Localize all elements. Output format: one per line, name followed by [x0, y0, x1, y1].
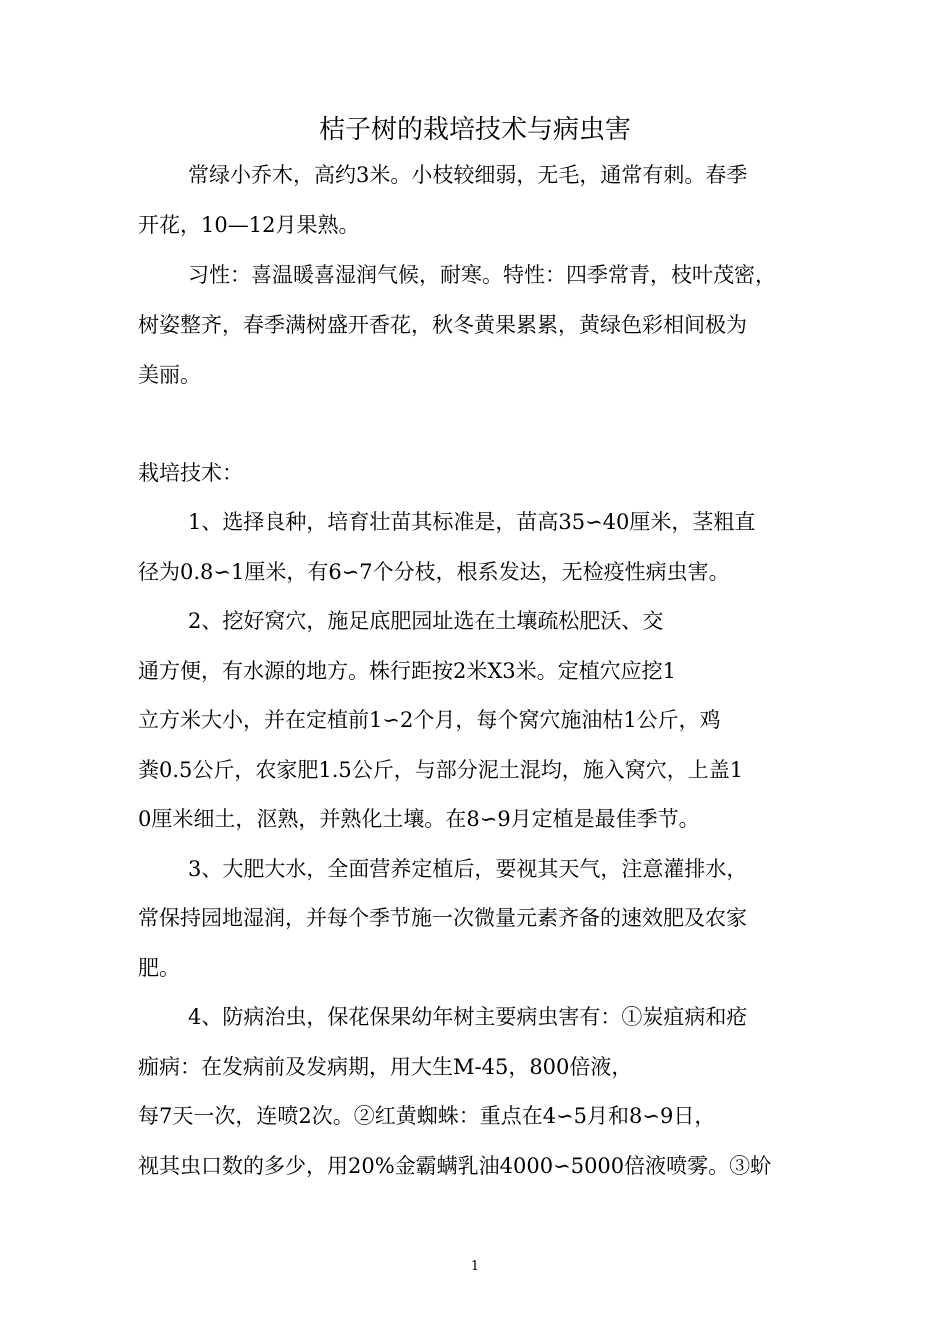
paragraph-line: 常保持园地湿润，并每个季节施一次微量元素齐备的速效肥及农家	[138, 906, 747, 930]
paragraph-line: 肥。	[138, 956, 180, 980]
document-title: 桔子树的栽培技术与病虫害	[318, 115, 631, 145]
paragraph-line: 径为0.8∽1厘米，有6∽7个分枝，根系发达，无检疫性病虫害。	[138, 560, 730, 584]
paragraph-line: 1、选择良种，培育壮苗其标准是，苗高35∽40厘米，茎粗直	[188, 510, 756, 534]
paragraph-line: 开花，10—12月果熟。	[138, 213, 360, 237]
paragraph-line: 立方米大小，并在定植前1∽2个月，每个窝穴施油枯1公斤，鸡	[138, 708, 721, 732]
paragraph-line: 4、防病治虫，保花保果幼年树主要病虫害有：①炭疽病和疮	[188, 1005, 748, 1029]
page-number: 1	[470, 1259, 480, 1274]
paragraph-line: 常绿小乔木，高约3米。小枝较细弱，无毛，通常有刺。春季	[188, 163, 748, 187]
paragraph-line: 2、挖好窝穴，施足底肥园址选在土壤疏松肥沃、交	[188, 609, 664, 633]
paragraph-line: 美丽。	[138, 363, 201, 387]
section-heading: 栽培技术：	[138, 461, 243, 485]
paragraph-line: 痂病：在发病前及发病期，用大生M-45，800倍液，	[138, 1055, 633, 1079]
paragraph-line: 3、大肥大水，全面营养定植后，要视其天气，注意灌排水，	[188, 857, 748, 881]
paragraph-line: 0厘米细土，沤熟，并熟化土壤。在8∽9月定植是最佳季节。	[138, 807, 700, 831]
paragraph-line: 习性：喜温暖喜湿润气候，耐寒。特性：四季常青，枝叶茂密，	[188, 263, 776, 287]
paragraph-line: 通方便，有水源的地方。株行距按2米X3米。定植穴应挖1	[138, 659, 677, 683]
paragraph-line: 树姿整齐，春季满树盛开香花，秋冬黄果累累，黄绿色彩相间极为	[138, 313, 747, 337]
paragraph-line: 每7天一次，连喷2次。②红黄蜘蛛：重点在4∽5月和8∽9日，	[138, 1104, 716, 1128]
paragraph-line: 视其虫口数的多少，用20%金霸螨乳油4000∽5000倍液喷雾。③蚧	[138, 1154, 772, 1178]
paragraph-line: 粪0.5公斤，农家肥1.5公斤，与部分泥土混均，施入窝穴，上盖1	[138, 758, 744, 782]
